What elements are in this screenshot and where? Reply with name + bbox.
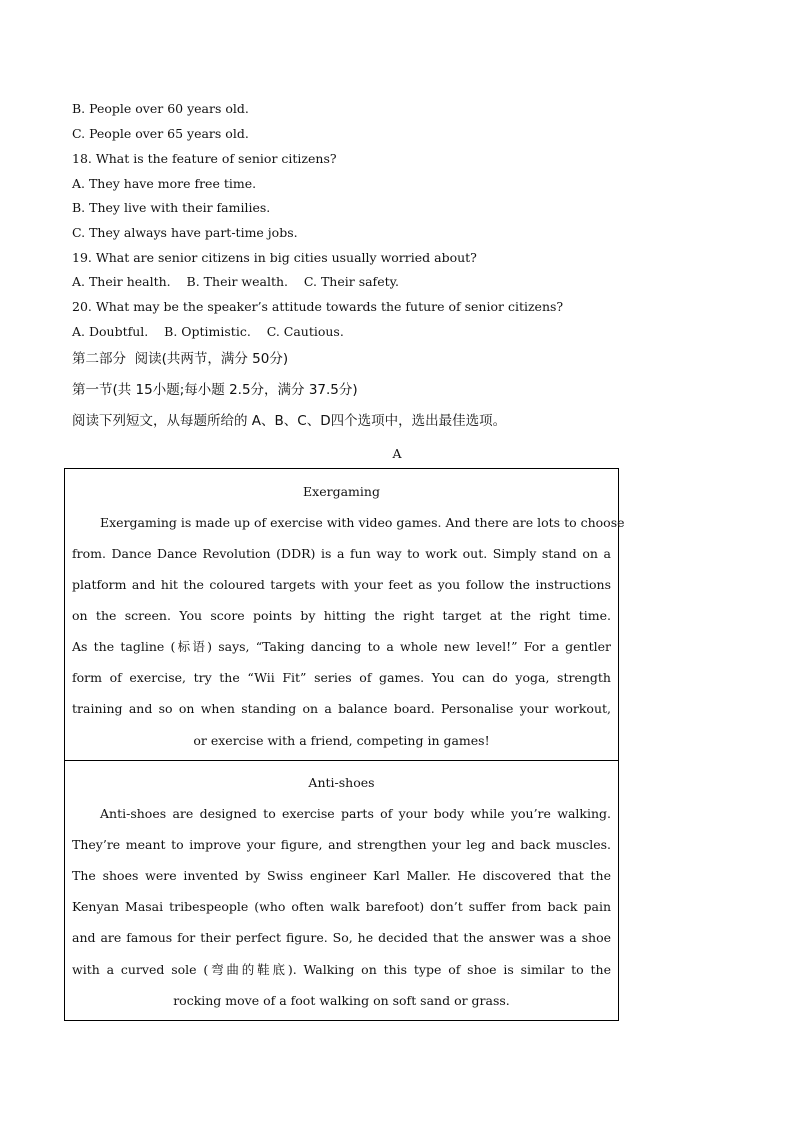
passage-line: The shoes were invented by Swiss engineer Karl Maller. He discovered that the [72, 868, 611, 883]
passage-line: training and so on when standing on a balance board. Personalise your workout, [72, 701, 611, 716]
option-17b: B. People over 60 years old. [72, 101, 249, 116]
passage-title: Exergaming [303, 484, 380, 499]
passage-box-exergaming [64, 468, 625, 761]
option-18c: C. They always have part-time jobs. [72, 225, 298, 240]
passage-line: platform and hit the coloured targets with your feet as you follow the instructions [72, 577, 611, 592]
passage-line: form of exercise, try the “Wii Fit” series of games. You can do yoga, strength [72, 670, 611, 685]
passage-line: As the tagline (标语) says, “Taking dancing to a whole new level!” For a gentler [72, 639, 611, 654]
options-19: A. Their health. B. Their wealth. C. Their safety. [72, 274, 399, 289]
option-18a: A. They have more free time. [72, 176, 257, 191]
options-20: A. Doubtful. B. Optimistic. C. Cautious. [72, 324, 344, 339]
option-18b: B. They live with their families. [72, 200, 271, 215]
part2-heading: 第二部分 阅读(共两节，满分 50分) [72, 351, 289, 367]
passage-title: Anti-shoes [308, 775, 375, 790]
passage-line: on the screen. You score points by hitting the right target at the right time. [72, 608, 611, 623]
passage-label: A [392, 446, 402, 461]
question-19: 19. What are senior citizens in big cities usually worried about? [72, 250, 477, 265]
passage-line: rocking move of a foot walking on soft sand or grass. [173, 993, 510, 1008]
passage-line: Exergaming is made up of exercise with video games. And there are lots to choose [100, 515, 625, 530]
passage-line: or exercise with a friend, competing in games! [193, 733, 490, 748]
passage-line: and are famous for their perfect figure. So, he decided that the answer was a shoe [72, 930, 611, 945]
passage-line: with a curved sole (弯曲的鞋底). Walking on this type of shoe is similar to the [72, 962, 611, 977]
passage-line: Anti-shoes are designed to exercise parts of your body while you’re walking. [100, 806, 611, 821]
passage-box-anti-shoes [64, 760, 619, 1021]
passage-line: They’re meant to improve your figure, and strengthen your leg and back muscles. [72, 837, 611, 852]
section1-heading: 第一节(共 15小题;每小题 2.5分，满分 37.5分) [72, 382, 358, 398]
passage-line: from. Dance Dance Revolution (DDR) is a fun way to work out. Simply stand on a [72, 546, 611, 561]
reading-instructions: 阅读下列短文，从每题所给的 A、B、C、D四个选项中，选出最佳选项。 [72, 413, 507, 429]
passage-line: Kenyan Masai tribespeople (who often walk barefoot) don’t suffer from back pain [72, 899, 611, 914]
question-20: 20. What may be the speaker’s attitude towards the future of senior citizens? [72, 299, 564, 314]
question-18: 18. What is the feature of senior citizens? [72, 151, 337, 166]
option-17c: C. People over 65 years old. [72, 126, 249, 141]
